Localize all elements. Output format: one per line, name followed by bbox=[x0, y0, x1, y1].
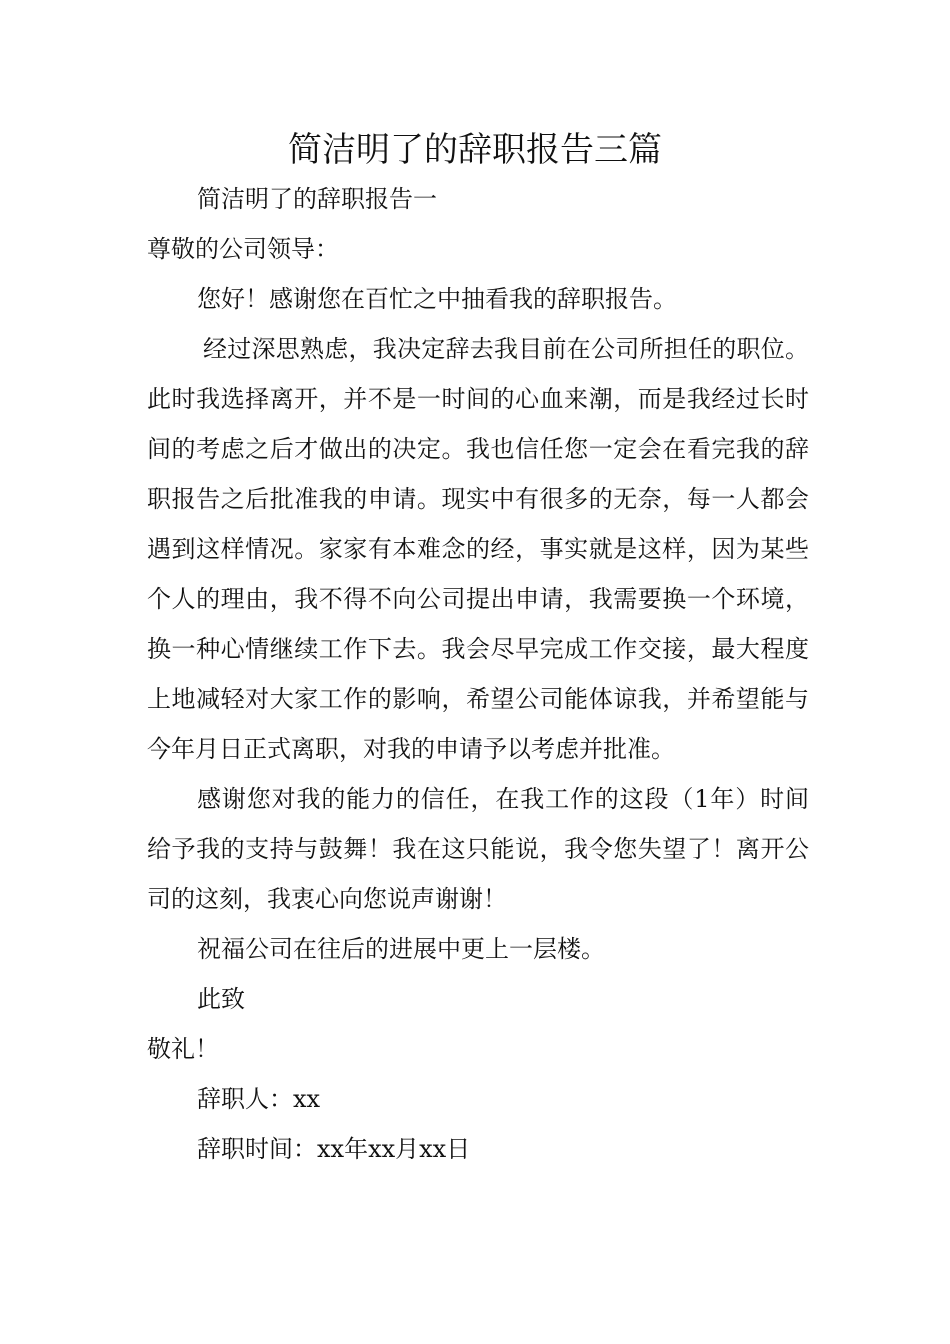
letter-body bbox=[147, 174, 809, 1174]
closing-jing-li: 敬礼！ bbox=[147, 1035, 219, 1063]
salutation: 尊敬的公司领导： bbox=[147, 235, 339, 263]
thanks-paragraph: 感谢您对我的能力的信任，在我工作的这段（1年）时间给予我的支持与鼓舞！我在这只能说，我令您失望了！离开公司的这刻，我衷心向您说声谢谢！ bbox=[147, 785, 809, 913]
wishes-paragraph: 祝福公司在往后的进展中更上一层楼。 bbox=[197, 935, 605, 963]
date-line: 辞职时间：xx年xx月xx日 bbox=[197, 1135, 471, 1163]
greeting-paragraph: 您好！感谢您在百忙之中抽看我的辞职报告。 bbox=[197, 285, 677, 313]
section-heading: 简洁明了的辞职报告一 bbox=[197, 185, 437, 213]
page-title: 简洁明了的辞职报告三篇 bbox=[288, 130, 662, 170]
signer-line: 辞职人：xx bbox=[197, 1085, 321, 1113]
main-paragraph: 经过深思熟虑，我决定辞去我目前在公司所担任的职位。此时我选择离开，并不是一时间的心血来潮，而是我经过长时间的考虑之后才做出的决定。我也信任您一定会在看完我的辞职报告之后批准我的申请。现实中有很多的无奈，每一人都会遇到这样情况。家家有本难念的经，事实就是这样，因为某些个人的理由，我不得不向公司提出申请，我需要换一个环境，换一种心情继续工作下去。我会尽早完成工作交接，最大程度上地减轻对大家工作的影响，希望公司能体谅我，并希望能与今年月日正式离职，对我的申请予以考虑并批准。 bbox=[147, 335, 809, 763]
closing-ci-zhi: 此致 bbox=[197, 985, 245, 1013]
